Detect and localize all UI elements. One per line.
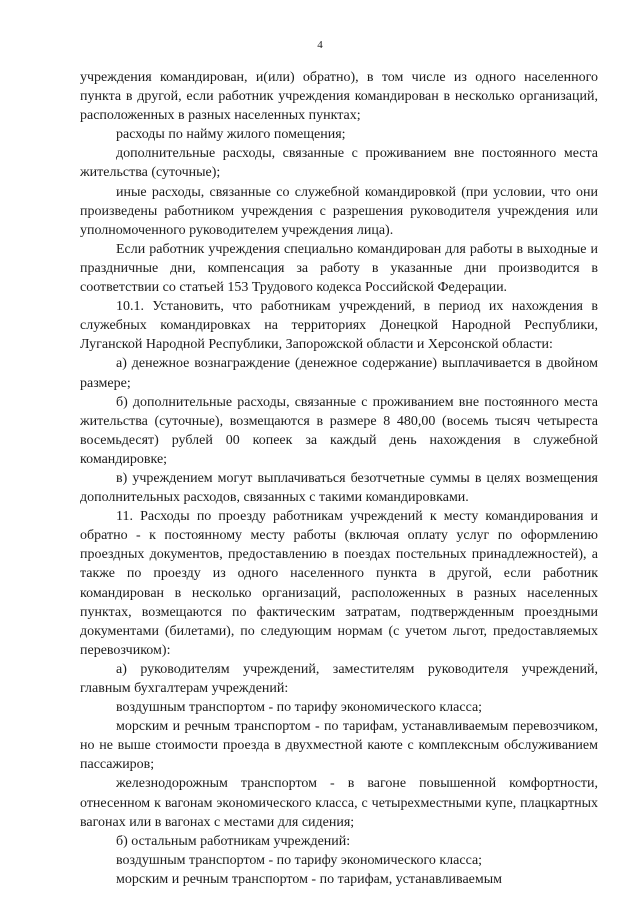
paragraph-housing-costs: расходы по найму жилого помещения; (116, 127, 346, 143)
page-number: 4 (317, 39, 323, 51)
paragraph-11-a-rail: железнодорожным транспортом - в вагоне повышенной комфортности, отнесенном к вагонам экономического класса, с четырехместными купе, плацкартных вагонах или в вагонах с местами для сидения; (80, 776, 598, 830)
paragraph-continuation: учреждения командирован, и(или) обратно), в том числе из одного населенного пункта в другой, если работник учреждения командирован в несколько организаций, расположенных в разных населенных пунктах; (80, 70, 598, 124)
paragraph-11-b-sea: морским и речным транспортом - по тарифам, устанавливаемым (116, 871, 503, 887)
paragraph-11-a: а) руководителям учреждений, заместителям руководителя учреждений, главным бухгалтерам учреждений: (80, 661, 598, 696)
paragraph-per-diem: дополнительные расходы, связанные с проживанием вне постоянного места жительства (суточные); (80, 146, 598, 181)
paragraph-11: 11. Расходы по проезду работникам учреждений к месту командирования и обратно - к постоянному месту работы (включая оплату услуг по оформлению проездных документов, предоставлению в поездах постельных принадлежностей), а также по проезду из одного населенного пункта в другой, если работник командирован в несколько организаций, расположенных в разных населенных пунктах, возмещаются по фактическим затратам, подтвержденным проездными документами (билетами), по следующим нормам (с учетом льгот, предоставляемых перевозчиком): (80, 509, 598, 658)
document-body (80, 68, 598, 889)
paragraph-10-1-a: а) денежное вознаграждение (денежное содержание) выплачивается в двойном размере; (80, 356, 598, 391)
paragraph-other-costs: иные расходы, связанные со служебной командировкой (при условии, что они произведены работником учреждения с разрешения руководителя учреждения или уполномоченного руководителем учреждения лица). (80, 184, 598, 238)
paragraph-10-1-c: в) учреждением могут выплачиваться безотчетные суммы в целях возмещения дополнительных расходов, связанных с такими командировками. (80, 470, 598, 506)
paragraph-weekend-work: Если работник учреждения специально командирован для работы в выходные и праздничные дни, компенсация за работу в указанные дни производится в соответствии со статьей 153 Трудового кодекса Российской Федерации. (80, 241, 598, 296)
paragraph-10-1-b: б) дополнительные расходы, связанные с проживанием вне постоянного места жительства (суточные), возмещаются в размере 8 480,00 (восемь тысяч четыреста восемьдесят) рублей 00 копеек за каждый день нахождения в служебной командировке; (80, 394, 598, 467)
paragraph-11-b: б) остальным работникам учреждений: (116, 833, 351, 849)
paragraph-10-1: 10.1. Установить, что работникам учреждений, в период их нахождения в служебных командировках на территориях Донецкой Народной Республики, Луганской Народной Республики, Запорожской области и Херсонской области: (80, 299, 598, 353)
paragraph-11-a-sea: морским и речным транспортом - по тарифам, устанавливаемым перевозчиком, но не выше стоимости проезда в двухместной каюте с комплексным обслуживанием пассажиров; (80, 719, 598, 773)
paragraph-11-b-air: воздушным транспортом - по тарифу экономического класса; (116, 852, 483, 868)
paragraph-11-a-air: воздушным транспортом - по тарифу экономического класса; (116, 700, 483, 716)
